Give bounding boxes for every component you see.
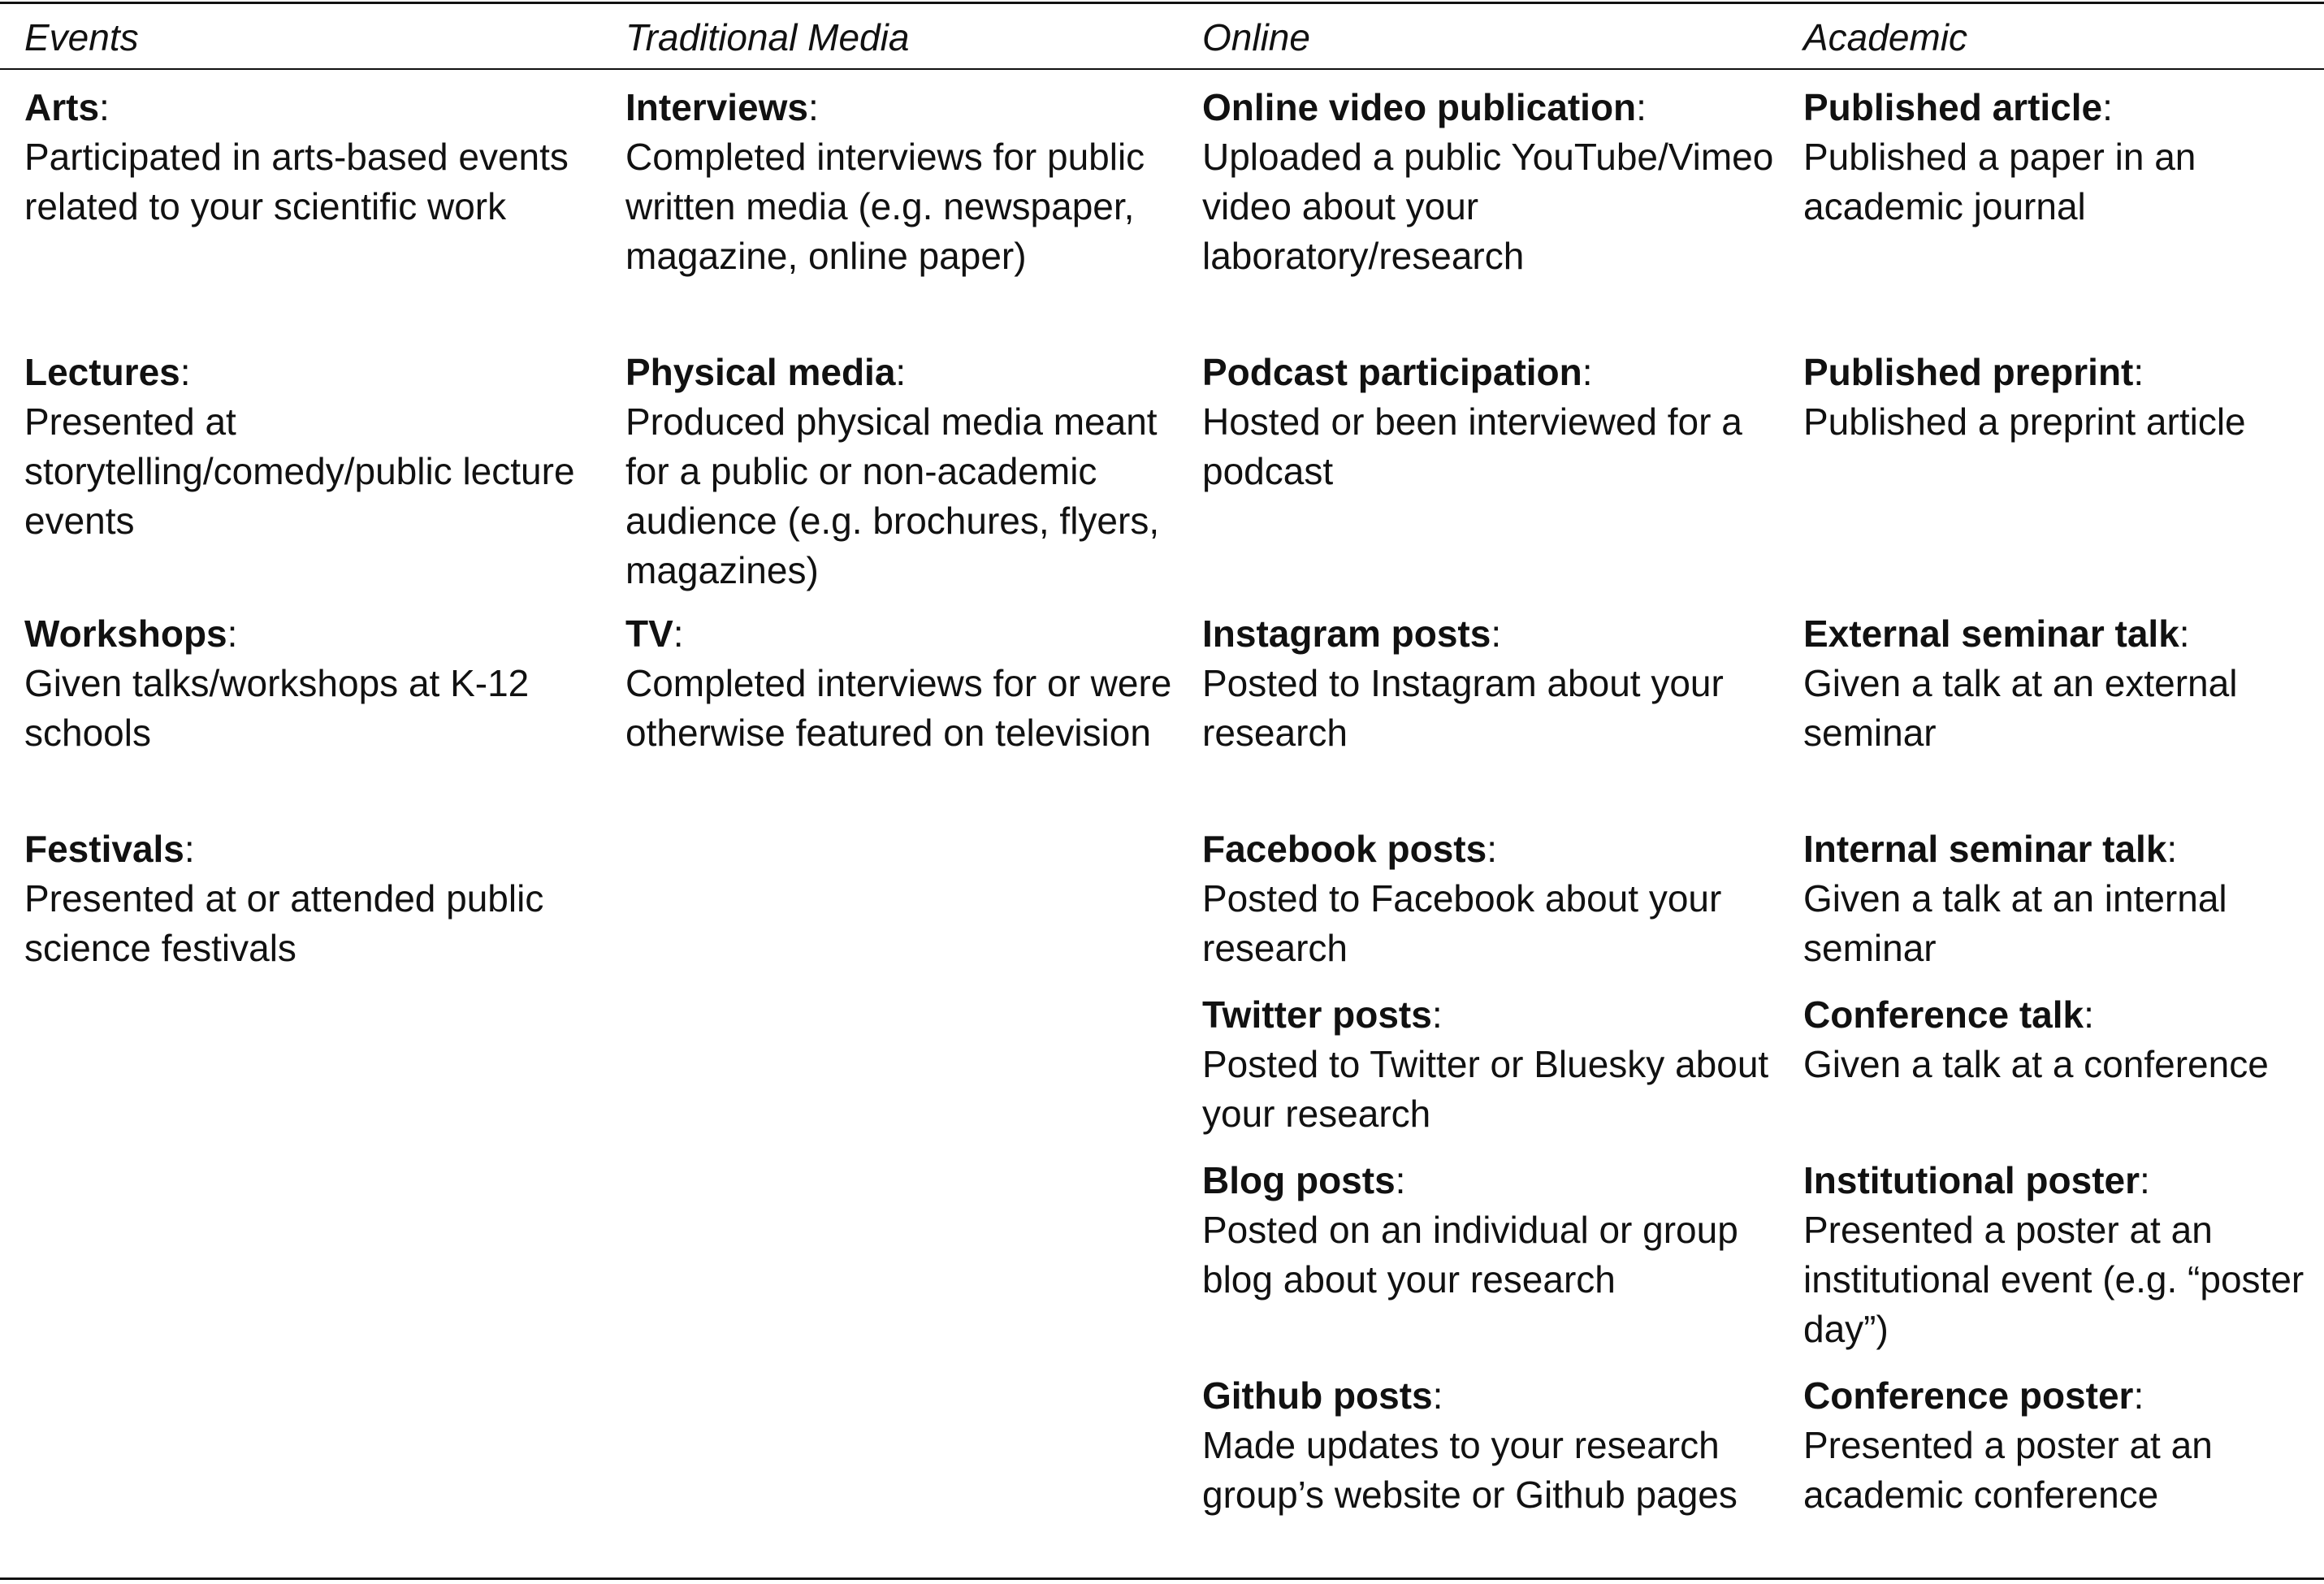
term: Twitter posts — [1202, 993, 1432, 1036]
header-academic: Academic — [1803, 16, 1967, 58]
description: Presented a poster at an academic conference — [1803, 1424, 2213, 1516]
description: Made updates to your research group’s website or Github pages — [1202, 1424, 1738, 1516]
term: Facebook posts — [1202, 828, 1487, 870]
description: Presented a poster at an institutional event (e.g. “poster day”) — [1803, 1209, 2305, 1350]
description: Produced physical media meant for a public or non-academic audience (e.g. brochures, flyers, magazines) — [625, 400, 1160, 591]
description: Posted to Instagram about your research — [1202, 662, 1724, 754]
term: Instagram posts — [1202, 612, 1491, 655]
term: Festivals — [24, 828, 184, 870]
description: Hosted or been interviewed for a podcast — [1202, 400, 1742, 492]
cell-external-seminar-talk: External seminar talk: Given a talk at an external seminar — [1803, 609, 2315, 758]
table-top-rule — [0, 2, 2324, 4]
description: Given a talk at an external seminar — [1803, 662, 2238, 754]
description: Posted on an individual or group blog about your research — [1202, 1209, 1738, 1301]
table-bottom-rule — [0, 1578, 2324, 1580]
cell-workshops: Workshops: Given talks/workshops at K-12 schools — [24, 609, 593, 758]
cell-institutional-poster: Institutional poster: Presented a poster at an institutional event (e.g. “poster day”) — [1803, 1156, 2315, 1354]
description: Published a paper in an academic journal — [1803, 136, 2196, 227]
description: Given a talk at a conference — [1803, 1043, 2269, 1085]
description: Posted to Facebook about your research — [1202, 877, 1722, 969]
description: Given talks/workshops at K-12 schools — [24, 662, 530, 754]
description: Published a preprint article — [1803, 400, 2246, 443]
cell-conference-poster: Conference poster: Presented a poster at an academic conference — [1803, 1371, 2315, 1520]
cell-internal-seminar-talk: Internal seminar talk: Given a talk at an internal seminar — [1803, 824, 2315, 973]
term: Github posts — [1202, 1374, 1433, 1417]
term: Internal seminar talk — [1803, 828, 2167, 870]
description: Completed interviews for public written media (e.g. newspaper, magazine, online paper) — [625, 136, 1145, 277]
term: External seminar talk — [1803, 612, 2179, 655]
cell-arts: Arts: Participated in arts-based events related to your scientific work — [24, 83, 593, 232]
term: Published article — [1803, 86, 2103, 128]
term: Podcast participation — [1202, 351, 1582, 393]
term: Workshops — [24, 612, 227, 655]
description: Given a talk at an internal seminar — [1803, 877, 2227, 969]
term: Physical media — [625, 351, 896, 393]
term: Conference poster — [1803, 1374, 2134, 1417]
header-events: Events — [24, 16, 139, 58]
term: Published preprint — [1803, 351, 2134, 393]
description: Completed interviews for or were otherwise featured on television — [625, 662, 1172, 754]
term: Arts — [24, 86, 100, 128]
description: Presented at storytelling/comedy/public lecture events — [24, 400, 575, 542]
term: Lectures — [24, 351, 180, 393]
term: TV — [625, 612, 673, 655]
term: Online video publication — [1202, 86, 1637, 128]
cell-twitter-posts: Twitter posts: Posted to Twitter or Bluesky about your research — [1202, 990, 1779, 1139]
term: Interviews — [625, 86, 808, 128]
header-traditional-media: Traditional Media — [625, 16, 910, 58]
header-rule — [0, 68, 2324, 70]
cell-podcast-participation: Podcast participation: Hosted or been interviewed for a podcast — [1202, 348, 1779, 496]
cell-online-video-publication: Online video publication: Uploaded a public YouTube/Vimeo video about your laboratory/research — [1202, 83, 1779, 281]
cell-github-posts: Github posts: Made updates to your research group’s website or Github pages — [1202, 1371, 1779, 1520]
header-online: Online — [1202, 16, 1310, 58]
term: Conference talk — [1803, 993, 2084, 1036]
cell-interviews: Interviews: Completed interviews for public written media (e.g. newspaper, magazine, online paper) — [625, 83, 1178, 281]
term: Blog posts — [1202, 1159, 1396, 1201]
cell-conference-talk: Conference talk: Given a talk at a conference — [1803, 990, 2315, 1089]
term: Institutional poster — [1803, 1159, 2140, 1201]
description: Posted to Twitter or Bluesky about your research — [1202, 1043, 1769, 1135]
cell-instagram-posts: Instagram posts: Posted to Instagram about your research — [1202, 609, 1779, 758]
cell-blog-posts: Blog posts: Posted on an individual or group blog about your research — [1202, 1156, 1779, 1305]
cell-festivals: Festivals: Presented at or attended public science festivals — [24, 824, 593, 973]
cell-published-article: Published article: Published a paper in an academic journal — [1803, 83, 2315, 232]
cell-published-preprint: Published preprint: Published a preprint article — [1803, 348, 2315, 447]
cell-physical-media: Physical media: Produced physical media meant for a public or non-academic audience (e.g. brochures, flyers, magazines) — [625, 348, 1178, 595]
description: Uploaded a public YouTube/Vimeo video about your laboratory/research — [1202, 136, 1774, 277]
cell-lectures: Lectures: Presented at storytelling/comedy/public lecture events — [24, 348, 593, 546]
description: Presented at or attended public science festivals — [24, 877, 544, 969]
cell-tv: TV: Completed interviews for or were otherwise featured on television — [625, 609, 1178, 758]
description: Participated in arts-based events related to your scientific work — [24, 136, 569, 227]
cell-facebook-posts: Facebook posts: Posted to Facebook about your research — [1202, 824, 1779, 973]
